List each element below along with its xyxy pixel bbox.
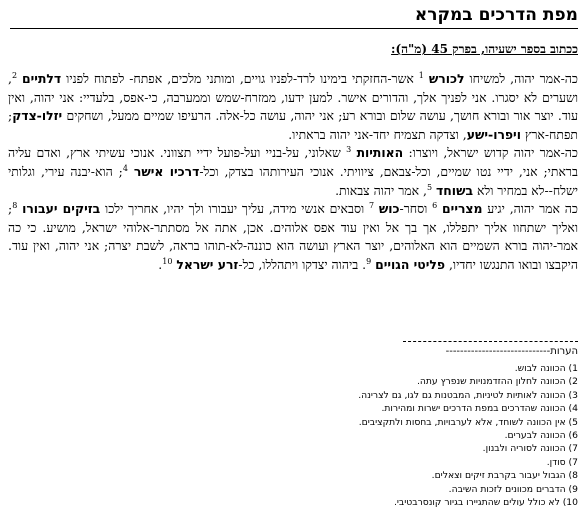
- footnote-marker: 4: [122, 163, 128, 173]
- source-reference: ככתוב בספר ישעיהו, בפרק 45 (מ"ה):: [391, 42, 578, 56]
- paragraph: [8, 200, 578, 274]
- footnote: 1) הכוונה לבוש.: [514, 363, 578, 374]
- text-span: ; ואליך ישתחוו אליך יתפללו, אך בך אל ואין עוד אפס אלוהים. אכן, אתה אל מסתתר-אלוהי ישראל, מושיע. כי כה אמר-יהוה בורא השמיים הוא האלוהים, יוצר הארץ ועושה הוא כוננה-לא-תוהו בראה, לשבת יצרה; אני יהוה, ואין עוד. היקבצו ובואו התנגשו יחדיו,: [8, 201, 578, 272]
- scripture-text: [8, 70, 578, 275]
- text-span: ; הוא-יבנה עירי, וגלותי ישלח--לא במחיר ולא: [8, 163, 578, 198]
- text-span: וסבאים אנשי מידה, עליך יעבורו ולך יהיו, אחריך ילכו: [100, 201, 369, 217]
- highlighted-phrase: יזלו-צדק: [12, 108, 63, 124]
- highlighted-phrase: לכורש: [428, 71, 465, 86]
- highlighted-phrase: דרכיו אישר: [133, 163, 200, 179]
- footnote-marker: 3: [346, 145, 352, 155]
- text-span: כה-אמר יהוה, למשיחו: [464, 71, 578, 86]
- footnote-marker: 6: [432, 201, 438, 211]
- text-span: אשר-החזקתי בימינו לרד-לפניו גויים, ומותני מלכים, אפתח- לפתוח לפניו: [61, 71, 419, 86]
- text-span: , אמר יהוה צבאות.: [335, 182, 427, 198]
- footnote: 7) הכוונה לסוריה ולבנון.: [482, 443, 578, 455]
- highlighted-phrase: כוש: [378, 201, 400, 217]
- highlighted-phrase: מצריים: [442, 201, 483, 217]
- text-span: . ביהוה יצדקו ויתהללו, כל-: [238, 256, 367, 272]
- notes-heading: הערות-----------------------------: [445, 346, 578, 357]
- text-span: , ושערים לא יסגרו. אני לפניך אלך, והדורים אישר. למען ידעו, ממזרח-שמש וממערבה, כי-אפס, בלעדיי: אני יהוה, ואין עוד. יוצר אור ובורא חושך, עושה שלום ובורא רע; אני יהוה, עושה כל-אלה. הרעיפו שמיים ממעל, ושחקים: [8, 71, 578, 124]
- notes-divider: [403, 341, 578, 342]
- text-span: שאלוני, על-בניי ועל-פועל ידיי תצווני. אנוכי עשיתי ארץ, ואדם עליה בראתי; אני, ידיי נטו שמיים, וכל-צבאם, ציוויתי. אנוכי העירותהו בצדק, וכל-: [8, 145, 578, 179]
- footnote: 9) הדברים מכוונים לזכות השיבה.: [448, 483, 578, 495]
- text-span: וסחר-: [399, 201, 433, 217]
- highlighted-phrase: ויפרו-ישע: [466, 126, 521, 142]
- footnote-marker: 5: [426, 182, 433, 192]
- footnote: 5) אין הכוונה לשוחד, אלא לערבויות, בחסות ולתקציבים.: [358, 416, 578, 428]
- footnote: 8) הגבול יעבור בקרבת זיקים וצאלים.: [431, 470, 578, 482]
- highlighted-phrase: בשוחד: [436, 182, 474, 198]
- highlighted-phrase: האותיות: [356, 145, 404, 161]
- page-title: מפת הדרכים במקרא: [10, 5, 578, 29]
- footnote-marker: 7: [368, 201, 375, 211]
- footnote-marker: 1: [418, 70, 424, 80]
- text-span: , וצדקה תצמיח יחד-אני יהוה בראתיו.: [288, 126, 467, 142]
- paragraph: [8, 70, 578, 144]
- text-span: כה אמר יהוה, יגיע: [482, 201, 578, 217]
- paragraph: [8, 144, 578, 200]
- highlighted-phrase: בזיקים יעבורו: [22, 201, 101, 217]
- footnote-marker: 10: [162, 256, 173, 266]
- footnote: 2) הכוונה לחלון ההזדמנויות שנפרץ עתה.: [416, 376, 578, 388]
- footnote: 4) הכוונה שהדרכים במפת הדרכים ישרות ומהירות.: [381, 403, 578, 415]
- text-span: כה-אמר יהוה קדוש ישראל, ויוצרו:: [403, 145, 578, 161]
- footnote-marker: 2: [11, 70, 18, 80]
- highlighted-phrase: דלתיים: [22, 71, 62, 86]
- footnote: 10) לא כולל עולים שהתגיירו בגיור קונסרבטיבי.: [393, 497, 578, 509]
- footnotes-list: [248, 362, 578, 509]
- footnote: 6) הכוונה לבערים.: [504, 430, 578, 442]
- footnote: 7) סודן.: [546, 456, 578, 468]
- highlighted-phrase: פליטי הגויים: [375, 256, 446, 272]
- footnote-marker: 9: [366, 256, 372, 266]
- highlighted-phrase: זרע ישראל: [176, 256, 239, 272]
- footnote: 3) הכוונה לאותיות לטיניות, המבטנות גם לגו, גם לצרינה.: [358, 389, 578, 401]
- text-span: .: [158, 256, 163, 272]
- footnote-marker: 8: [12, 201, 18, 211]
- text-span: ; תפתח-ארץ: [8, 108, 578, 142]
